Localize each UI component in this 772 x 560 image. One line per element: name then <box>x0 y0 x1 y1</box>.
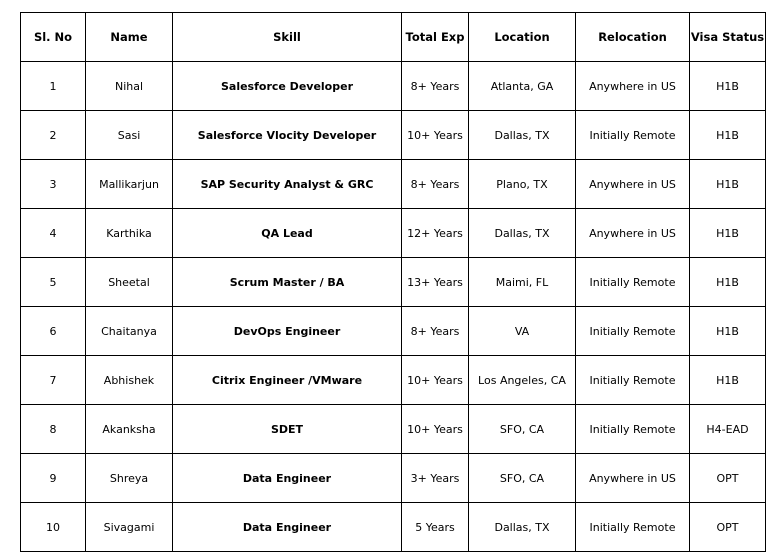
cell-skill: Data Engineer <box>173 454 402 503</box>
table-row <box>21 160 766 209</box>
cell-visa-status: H4-EAD <box>690 405 766 454</box>
cell-total-exp: 10+ Years <box>402 405 469 454</box>
cell-total-exp: 13+ Years <box>402 258 469 307</box>
table-row <box>21 209 766 258</box>
table-row <box>21 454 766 503</box>
cell-visa-status: H1B <box>690 111 766 160</box>
cell-name: Sasi <box>86 111 173 160</box>
cell-total-exp: 3+ Years <box>402 454 469 503</box>
header-sl-no: Sl. No <box>21 13 86 62</box>
cell-sl-no: 3 <box>21 160 86 209</box>
cell-location: Atlanta, GA <box>469 62 576 111</box>
cell-name: Abhishek <box>86 356 173 405</box>
cell-location: SFO, CA <box>469 454 576 503</box>
cell-total-exp: 8+ Years <box>402 62 469 111</box>
header-name: Name <box>86 13 173 62</box>
cell-visa-status: H1B <box>690 209 766 258</box>
cell-location: Plano, TX <box>469 160 576 209</box>
cell-visa-status: H1B <box>690 160 766 209</box>
table-row <box>21 62 766 111</box>
cell-skill: SDET <box>173 405 402 454</box>
table-header-row <box>21 13 766 62</box>
cell-name: Akanksha <box>86 405 173 454</box>
cell-name: Nihal <box>86 62 173 111</box>
cell-location: Los Angeles, CA <box>469 356 576 405</box>
cell-total-exp: 10+ Years <box>402 356 469 405</box>
cell-relocation: Initially Remote <box>576 405 690 454</box>
cell-name: Mallikarjun <box>86 160 173 209</box>
cell-skill: QA Lead <box>173 209 402 258</box>
cell-sl-no: 10 <box>21 503 86 552</box>
cell-total-exp: 8+ Years <box>402 160 469 209</box>
cell-location: VA <box>469 307 576 356</box>
cell-name: Chaitanya <box>86 307 173 356</box>
cell-location: Dallas, TX <box>469 209 576 258</box>
cell-relocation: Anywhere in US <box>576 454 690 503</box>
header-total-exp: Total Exp <box>402 13 469 62</box>
table-row <box>21 258 766 307</box>
cell-location: Dallas, TX <box>469 503 576 552</box>
cell-location: SFO, CA <box>469 405 576 454</box>
cell-relocation: Initially Remote <box>576 307 690 356</box>
cell-sl-no: 8 <box>21 405 86 454</box>
cell-skill: Data Engineer <box>173 503 402 552</box>
table-row <box>21 307 766 356</box>
cell-sl-no: 5 <box>21 258 86 307</box>
cell-sl-no: 2 <box>21 111 86 160</box>
cell-visa-status: H1B <box>690 307 766 356</box>
cell-sl-no: 1 <box>21 62 86 111</box>
cell-relocation: Initially Remote <box>576 258 690 307</box>
cell-name: Shreya <box>86 454 173 503</box>
cell-location: Maimi, FL <box>469 258 576 307</box>
cell-sl-no: 9 <box>21 454 86 503</box>
cell-skill: DevOps Engineer <box>173 307 402 356</box>
cell-name: Sivagami <box>86 503 173 552</box>
header-visa-status: Visa Status <box>690 13 766 62</box>
cell-relocation: Initially Remote <box>576 111 690 160</box>
cell-skill: Salesforce Vlocity Developer <box>173 111 402 160</box>
cell-skill: Scrum Master / BA <box>173 258 402 307</box>
cell-location: Dallas, TX <box>469 111 576 160</box>
cell-skill: Salesforce Developer <box>173 62 402 111</box>
cell-total-exp: 5 Years <box>402 503 469 552</box>
cell-visa-status: OPT <box>690 454 766 503</box>
table-row <box>21 503 766 552</box>
candidates-table <box>20 12 766 552</box>
header-relocation: Relocation <box>576 13 690 62</box>
cell-visa-status: H1B <box>690 62 766 111</box>
cell-visa-status: OPT <box>690 503 766 552</box>
cell-name: Karthika <box>86 209 173 258</box>
cell-sl-no: 6 <box>21 307 86 356</box>
cell-visa-status: H1B <box>690 258 766 307</box>
cell-visa-status: H1B <box>690 356 766 405</box>
cell-sl-no: 4 <box>21 209 86 258</box>
table-row <box>21 111 766 160</box>
table-row <box>21 356 766 405</box>
cell-relocation: Initially Remote <box>576 503 690 552</box>
cell-sl-no: 7 <box>21 356 86 405</box>
cell-total-exp: 8+ Years <box>402 307 469 356</box>
cell-name: Sheetal <box>86 258 173 307</box>
cell-total-exp: 12+ Years <box>402 209 469 258</box>
cell-relocation: Initially Remote <box>576 356 690 405</box>
cell-relocation: Anywhere in US <box>576 209 690 258</box>
header-skill: Skill <box>173 13 402 62</box>
cell-total-exp: 10+ Years <box>402 111 469 160</box>
cell-skill: SAP Security Analyst & GRC <box>173 160 402 209</box>
header-location: Location <box>469 13 576 62</box>
table-row <box>21 405 766 454</box>
cell-relocation: Anywhere in US <box>576 160 690 209</box>
cell-skill: Citrix Engineer /VMware <box>173 356 402 405</box>
cell-relocation: Anywhere in US <box>576 62 690 111</box>
